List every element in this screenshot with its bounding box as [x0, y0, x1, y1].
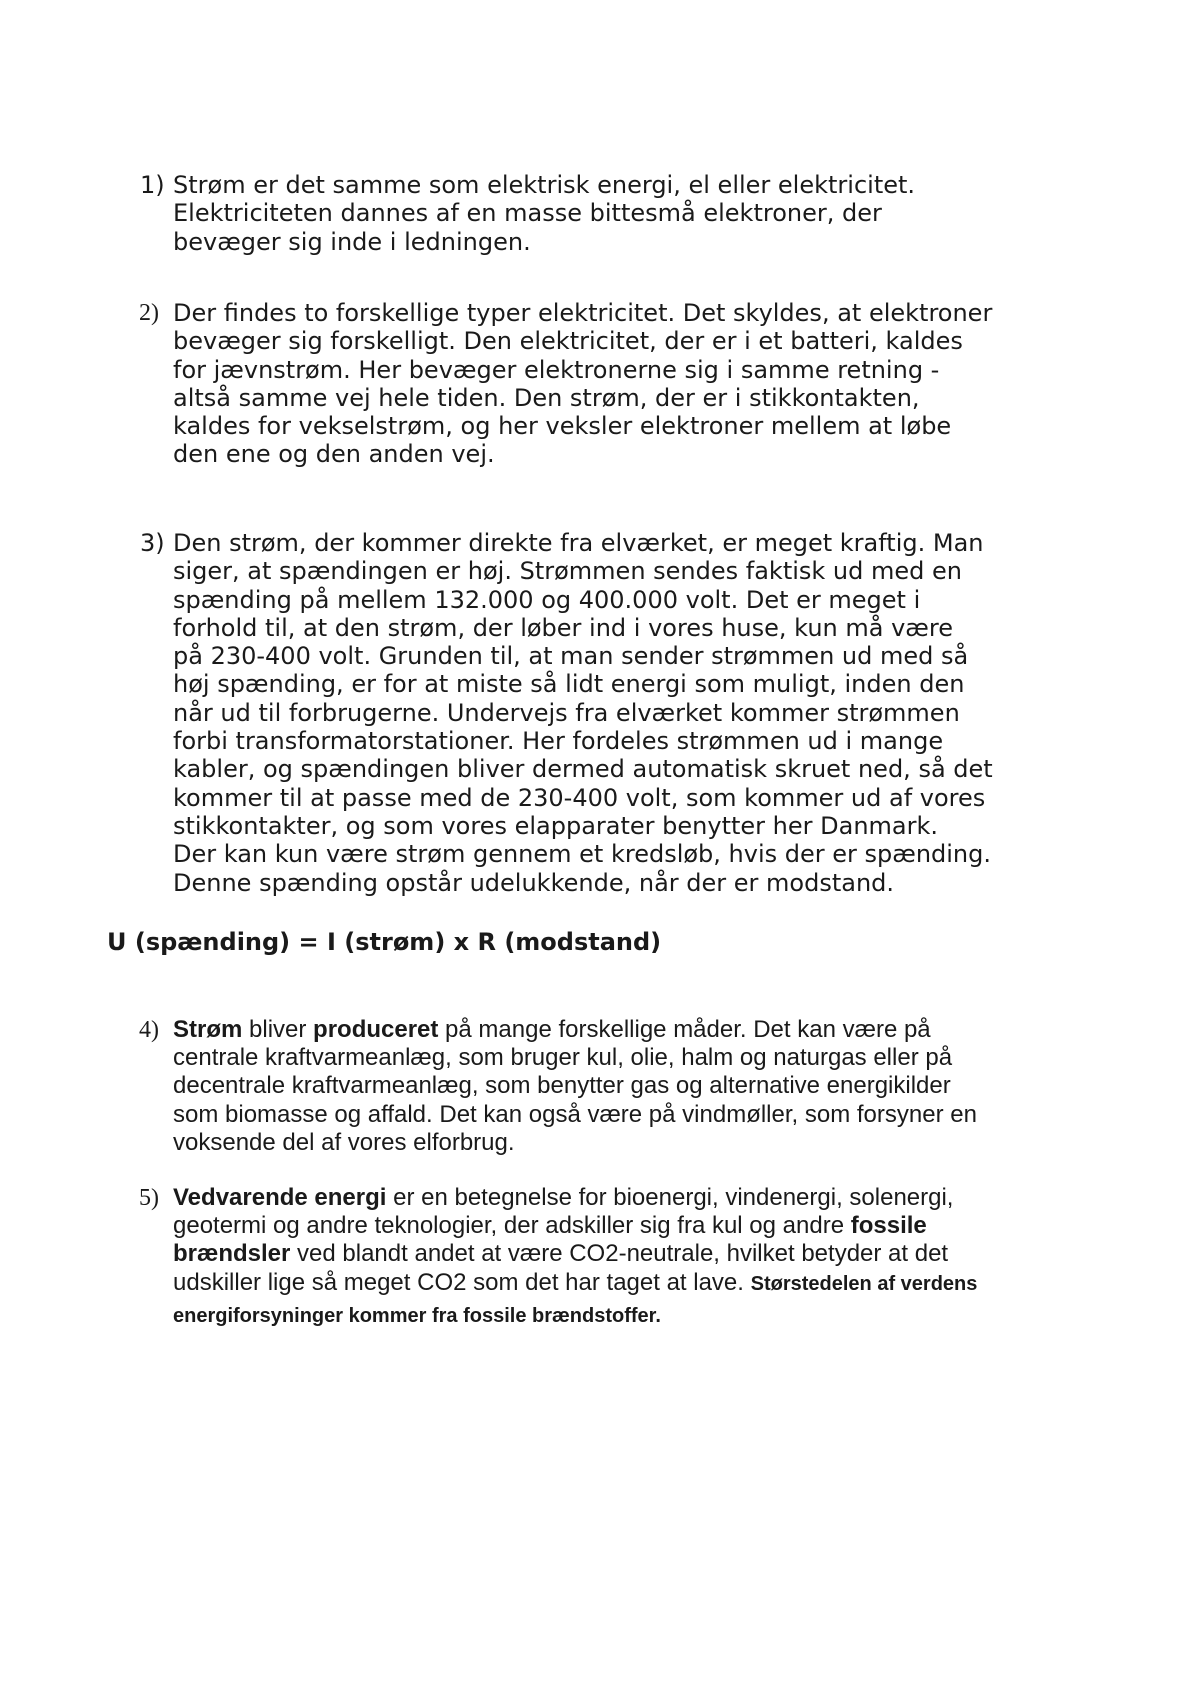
text-run: geotermi og andre teknologier, der adskiller sig fra kul og andre — [173, 1212, 851, 1240]
text-line: altså samme vej hele tiden. Den strøm, der er i stikkontakten, — [173, 383, 920, 412]
text-line: bevæger sig inde i ledningen. — [173, 227, 531, 256]
text-line — [173, 1072, 977, 1100]
text-line: kommer til at passe med de 230-400 volt, som kommer ud af vores — [173, 783, 986, 812]
list-item-text — [173, 1016, 977, 1157]
bold-term: Strøm — [173, 1016, 243, 1043]
text-line: kabler, og spændingen bliver dermed automatisk skruet ned, så det — [173, 755, 993, 784]
text-line: siger, at spændingen er høj. Strømmen sendes faktisk ud med en — [173, 557, 962, 586]
bold-term: brændsler — [173, 1240, 291, 1268]
text-line — [173, 1101, 977, 1129]
list-number: 5) — [139, 1185, 159, 1211]
text-run: bliver — [242, 1016, 314, 1043]
text-line: på 230-400 volt. Grunden til, at man sender strømmen ud med så — [173, 642, 969, 671]
text-run: ved blandt andet at være CO2-neutrale, hvilket betyder at det — [290, 1240, 949, 1268]
text-line: spænding på mellem 132.000 og 400.000 volt. Det er meget i — [173, 585, 921, 614]
text-line: for jævnstrøm. Her bevæger elektronerne sig i samme retning - — [173, 355, 940, 384]
text-line: Strøm er det samme som elektrisk energi, el eller elektricitet. — [173, 171, 916, 199]
text-run: centrale kraftvarmeanlæg, som bruger kul, olie, halm og naturgas eller på — [173, 1044, 953, 1072]
bold-term: fossile — [850, 1212, 927, 1240]
text-line: Der findes to forskellige typer elektricitet. Det skyldes, at elektroner — [173, 299, 993, 327]
list-number: 3) — [140, 529, 165, 557]
list-number: 2) — [139, 300, 159, 326]
text-line — [173, 1044, 977, 1072]
text-line — [173, 1129, 977, 1157]
text-run: energiforsyninger kommer fra fossile brændstoffer. — [173, 1304, 661, 1327]
text-line: stikkontakter, og som vores elapparater benytter her Danmark. — [173, 811, 939, 840]
text-line — [173, 1240, 977, 1268]
bold-term: produceret — [313, 1016, 439, 1043]
list-item-text — [173, 529, 993, 897]
text-line — [173, 1301, 977, 1330]
text-line: bevæger sig forskelligt. Den elektricitet, der er i et batteri, kaldes — [173, 327, 963, 356]
text-line: den ene og den anden vej. — [173, 440, 495, 469]
text-line — [173, 1212, 977, 1240]
list-item-text — [173, 299, 992, 469]
text-run: udskiller lige så meget CO2 som det har taget at lave. — [173, 1268, 751, 1296]
text-run: voksende del af vores elforbrug. — [173, 1128, 515, 1156]
text-line — [173, 1184, 977, 1212]
text-line: høj spænding, er for at miste så lidt energi som muligt, inden den — [173, 670, 965, 699]
list-number: 1) — [140, 171, 165, 199]
text-line: Den strøm, der kommer direkte fra elværket, er meget kraftig. Man — [173, 529, 984, 557]
text-line: Denne spænding opstår udelukkende, når der er modstand. — [173, 868, 895, 897]
list-number: 4) — [139, 1017, 159, 1043]
text-line: Der kan kun være strøm gennem et kredsløb, hvis der er spænding. — [173, 840, 992, 869]
text-run: Størstedelen af verdens — [750, 1272, 978, 1295]
text-line: kaldes for vekselstrøm, og her veksler elektroner mellem at løbe — [173, 412, 952, 441]
list-item-text — [173, 171, 915, 256]
text-run: som biomasse og affald. Det kan også være på vindmøller, som forsyner en — [173, 1100, 977, 1128]
text-line — [173, 1269, 977, 1298]
text-line — [173, 1016, 977, 1044]
formula-heading: U (spænding) = I (strøm) x R (modstand) — [107, 928, 662, 956]
text-line: Elektriciteten dannes af en masse bittesmå elektroner, der — [173, 199, 882, 228]
bold-term: Vedvarende energi — [173, 1184, 387, 1211]
text-run: er en betegnelse for bioenergi, vindenergi, solenergi, — [386, 1184, 954, 1211]
list-item-text — [173, 1184, 977, 1330]
text-line: når ud til forbrugerne. Undervejs fra elværket kommer strømmen — [173, 698, 960, 727]
text-run: decentrale kraftvarmeanlæg, som benytter gas og alternative energikilder — [173, 1072, 951, 1100]
text-line: forbi transformatorstationer. Her fordeles strømmen ud i mange — [173, 727, 944, 756]
text-line: forhold til, at den strøm, der løber ind i vores huse, kun må være — [173, 613, 953, 642]
text-run: på mange forskellige måder. Det kan være på — [438, 1016, 931, 1043]
